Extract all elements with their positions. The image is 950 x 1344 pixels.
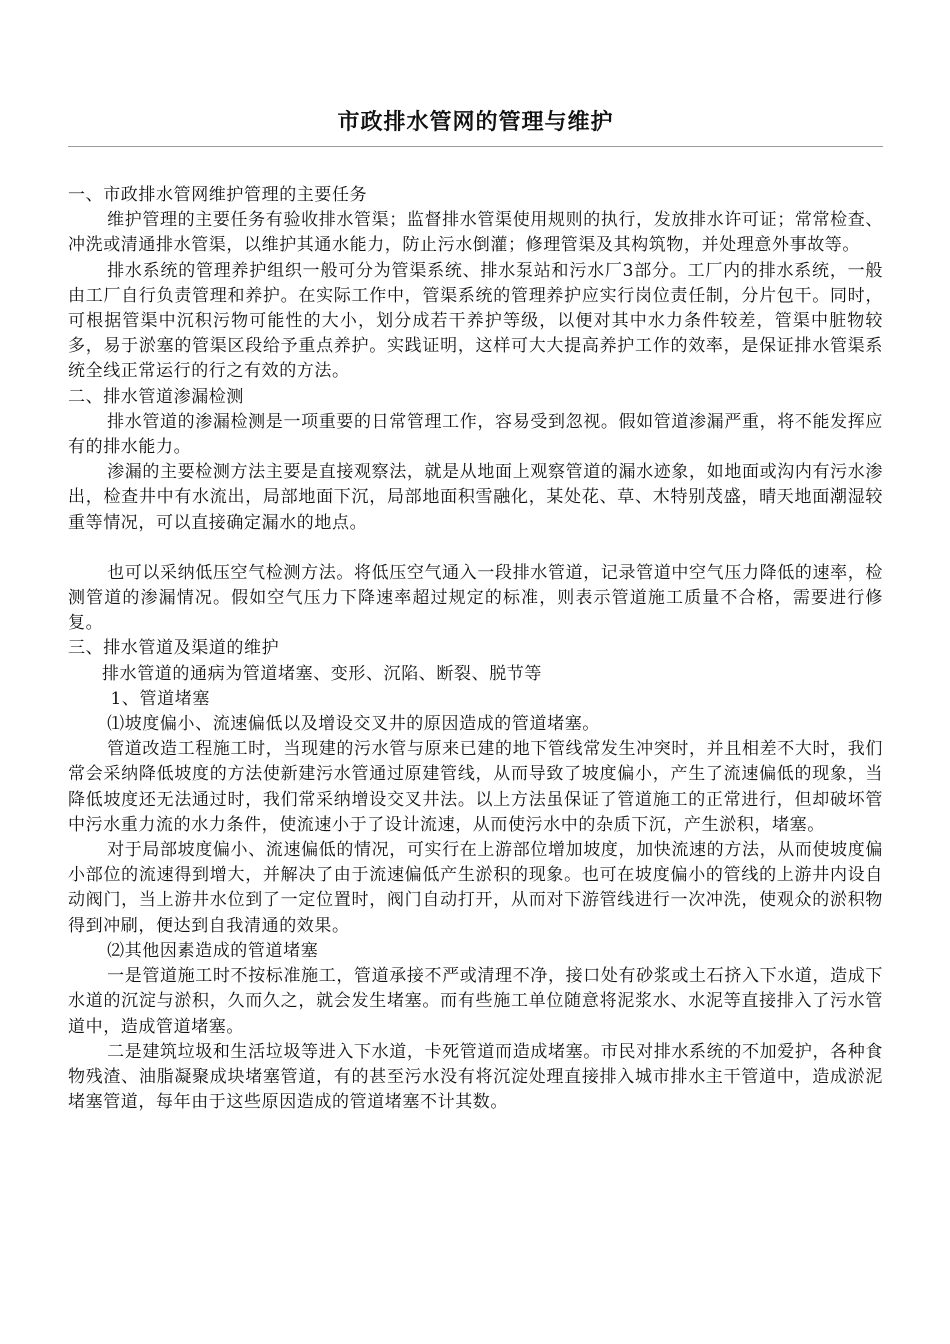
item-heading: ⑵其他因素造成的管道堵塞 xyxy=(107,940,319,961)
item-heading: ⑴坡度偏小、流速偏低以及增设交叉井的原因造成的管道堵塞。 xyxy=(107,714,600,735)
paragraph: 也可以采纳低压空气检测方法。将低压空气通入一段排水管道，记录管道中空气压力降低的速率，检测管道的渗漏情况。假如空气压力下降速率超过规定的标准，则表示管道施工质量不合格，需要进行修复。 xyxy=(68,562,883,634)
paragraph: 排水系统的管理养护组织一般可分为管渠系统、排水泵站和污水厂3部分。工厂内的排水系统，一般由工厂自行负责管理和养护。在实际工作中，管渠系统的管理养护应实行岗位责任制，分片包干。同时，可根据管渠中沉积污物可能性的大小，划分成若干养护等级，以便对其中水力条件较差，管渠中脏物较多，易于淤塞的管渠区段给予重点养护。实践证明，这样可大大提高养护工作的效率，是保证排水管渠系统全线正常运行的行之有效的方法。 xyxy=(68,260,883,382)
paragraph: 维护管理的主要任务有验收排水管渠；监督排水管渠使用规则的执行，发放排水许可证；常常检查、冲洗或清通排水管渠，以维护其通水能力，防止污水倒灌；修理管渠及其构筑物，并处理意外事故等。 xyxy=(68,210,883,256)
subsection-heading: 1、管道堵塞 xyxy=(110,688,210,709)
section-heading: 二、排水管道渗漏检测 xyxy=(68,386,244,407)
paragraph: 一是管道施工时不按标准施工，管道承接不严或清理不净，接口处有砂浆或土石挤入下水道，造成下水道的沉淀与淤积，久而久之，就会发生堵塞。而有些施工单位随意将泥浆水、水泥等直接排入了污水管道中，造成管道堵塞。 xyxy=(68,966,883,1037)
document-body xyxy=(68,183,883,1115)
document-title: 市政排水管网的管理与维护 xyxy=(337,110,614,135)
section-heading: 三、排水管道及渠道的维护 xyxy=(68,638,280,659)
section-intro: 排水管道的通病为管道堵塞、变形、沉陷、断裂、脱节等 xyxy=(102,663,542,684)
paragraph: 渗漏的主要检测方法主要是直接观察法，就是从地面上观察管道的漏水迹象，如地面或沟内有污水渗出，检查井中有水流出，局部地面下沉，局部地面积雪融化，某处花、草、木特别茂盛，晴天地面潮湿较重等情况，可以直接确定漏水的地点。 xyxy=(68,462,883,533)
paragraph-gap xyxy=(68,536,883,561)
paragraph: 排水管道的渗漏检测是一项重要的日常管理工作，容易受到忽视。假如管道渗漏严重，将不能发挥应有的排水能力。 xyxy=(68,411,883,458)
paragraph: 管道改造工程施工时，当现建的污水管与原来已建的地下管线常发生冲突时，并且相差不大时，我们常会采纳降低坡度的方法使新建污水管通过原建管线，从而导致了坡度偏小，产生了流速偏低的现象，当降低坡度还无法通过时，我们常采纳增设交叉井法。以上方法虽保证了管道施工的正常进行，但却破坏管中污水重力流的水力条件，使流速小于了设计流速，从而使污水中的杂质下沉，产生淤积，堵塞。 xyxy=(68,739,883,835)
paragraph: 二是建筑垃圾和生活垃圾等进入下水道，卡死管道而造成堵塞。市民对排水系统的不加爱护，各种食物残渣、油脂凝聚成块堵塞管道，有的甚至污水没有将沉淀处理直接排入城市排水主干管道中，造成淤泥堵塞管道，每年由于这些原因造成的管道堵塞不计其数。 xyxy=(68,1041,883,1113)
title-divider xyxy=(68,146,883,147)
section-heading: 一、市政排水管网维护管理的主要任务 xyxy=(68,185,368,205)
paragraph: 对于局部坡度偏小、流速偏低的情况，可实行在上游部位增加坡度，加快流速的方法，从而使坡度偏小部位的流速得到增大，并解决了由于流速偏低产生淤积的现象。也可在坡度偏小的管线的上游井内设自动阀门，当上游井水位到了一定位置时，阀门自动打开，从而对下游管线进行一次冲洗，使观众的淤积物得到冲刷，便达到自我清通的效果。 xyxy=(68,840,883,936)
